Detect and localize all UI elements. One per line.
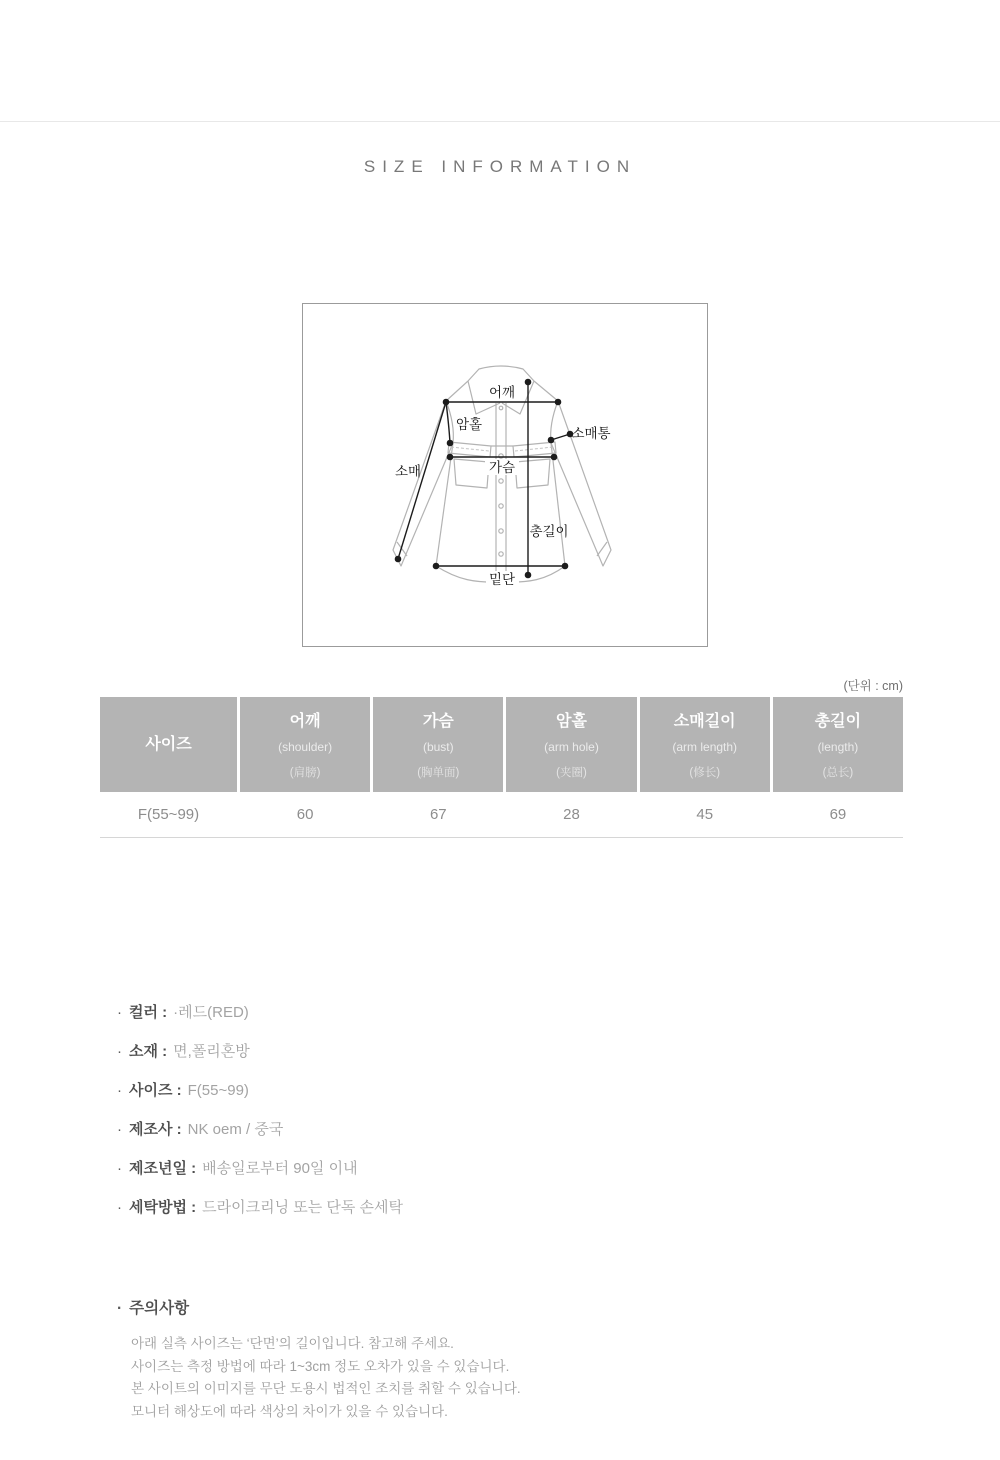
detail-value: F(55~99) — [187, 1082, 249, 1099]
size-table — [100, 697, 903, 838]
size-value: F(55~99) — [137, 806, 200, 823]
notice-section — [117, 1296, 521, 1423]
notice-line: 아래 실측 사이즈는 ‘단면’의 길이입니다. 참고해 주세요. — [131, 1336, 454, 1351]
total-length-label: 총길이 — [529, 524, 569, 539]
detail-label: 제조사 : — [129, 1121, 182, 1138]
detail-manufacturer — [117, 1120, 403, 1140]
size-table-row — [100, 792, 903, 838]
sleeve-label: 소매 — [394, 464, 422, 479]
detail-washing — [117, 1198, 403, 1218]
shirt-diagram-svg — [303, 304, 709, 648]
unit-note: (단위 : cm) — [843, 679, 903, 693]
bullet: · — [117, 1082, 122, 1099]
shoulder-label: 어깨 — [488, 385, 516, 400]
sleeve-width-label: 소매통 — [571, 426, 611, 441]
table-header-length: 총길이 (length) (总长) — [773, 697, 903, 792]
table-header-armhole: 암홀 (arm hole) (夹圈) — [506, 697, 636, 792]
top-divider — [0, 121, 1000, 122]
detail-value: ·레드(RED) — [173, 1004, 249, 1021]
notice-line: 본 사이트의 이미지를 무단 도용시 법적인 조치를 취할 수 있습니다. — [131, 1381, 521, 1396]
detail-label: 제조년일 : — [129, 1160, 197, 1177]
detail-manufacture-date — [117, 1159, 403, 1179]
bullet: · — [117, 1043, 122, 1060]
notice-line: 사이즈는 측정 방법에 따라 1~3cm 정도 오차가 있을 수 있습니다. — [131, 1358, 510, 1374]
measurement-labels — [395, 384, 611, 587]
hem-label: 밑단 — [488, 572, 516, 587]
bullet: · — [117, 1199, 122, 1216]
bullet: · — [117, 1300, 123, 1317]
detail-label: 세탁방법 : — [129, 1199, 197, 1216]
detail-value: NK oem / 중국 — [187, 1121, 284, 1138]
length-value: 69 — [829, 806, 847, 823]
measurement-lines — [395, 379, 574, 579]
bust-value: 67 — [429, 806, 447, 823]
arm-length-value: 45 — [696, 806, 714, 823]
bullet: · — [117, 1004, 122, 1021]
notice-title — [117, 1296, 521, 1318]
detail-size — [117, 1081, 403, 1101]
table-header-size: 사이즈 — [100, 697, 237, 792]
notice-title-text: 주의사항 — [129, 1300, 190, 1317]
detail-label: 소재 : — [129, 1043, 168, 1060]
armhole-label: 암홀 — [455, 417, 483, 432]
bust-label: 가슴 — [488, 460, 516, 475]
size-table-header — [100, 697, 903, 792]
notice-lines — [131, 1333, 521, 1423]
detail-label: 사이즈 : — [129, 1082, 182, 1099]
detail-color — [117, 1003, 403, 1023]
bullet: · — [117, 1121, 122, 1138]
detail-value: 면,폴리혼방 — [173, 1043, 250, 1060]
table-header-shoulder: 어깨 (shoulder) (肩膀) — [240, 697, 370, 792]
detail-value: 드라이크리닝 또는 단독 손세탁 — [202, 1199, 403, 1216]
product-details — [117, 1003, 403, 1237]
bullet: · — [117, 1160, 122, 1177]
page-title: SIZE INFORMATION — [363, 157, 637, 176]
notice-line: 모니터 해상도에 따라 색상의 차이가 있을 수 있습니다. — [131, 1403, 448, 1419]
detail-material — [117, 1042, 403, 1062]
detail-value: 배송일로부터 90일 이내 — [202, 1160, 358, 1177]
table-header-arm-length: 소매길이 (arm length) (修长) — [640, 697, 770, 792]
shirt-measurement-diagram — [302, 303, 708, 647]
table-header-bust: 가슴 (bust) (胸单面) — [373, 697, 503, 792]
shoulder-value: 60 — [296, 806, 314, 823]
detail-label: 컬러 : — [129, 1004, 168, 1021]
armhole-value: 28 — [563, 806, 580, 823]
